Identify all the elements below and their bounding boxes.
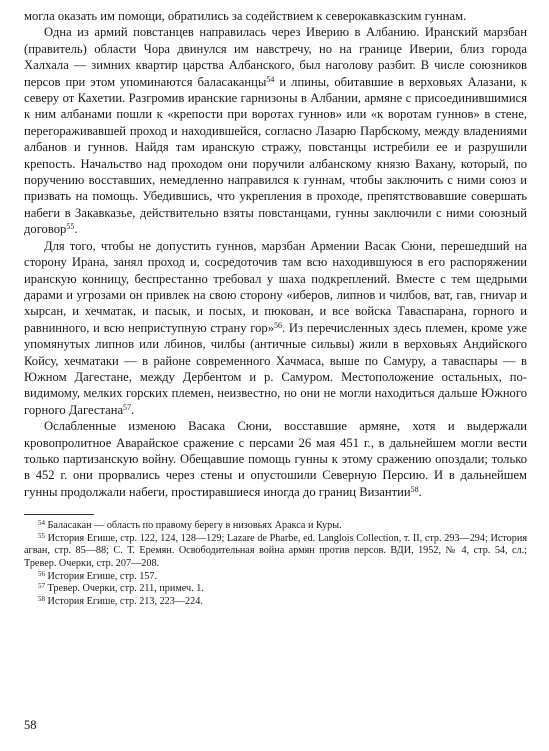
footnote-divider: [24, 514, 94, 515]
page-number: 58: [24, 718, 37, 732]
footnote: $^{54}$ Баласакан — область по правому берегу в низовьях Аракса и Куры.: [38, 519, 342, 532]
paragraph: Для того, чтобы не допустить гуннов, марзбан Армении Васак Сюни, перешедший на сторону Ирана, занял проход и, сосредоточив там всю находившуюся в его распоряжении иранскую конницу, беспрестанно требовал у шаха подкреплений. Вместе с тем щедрыми дарами и угрозами он привлек на свою сторону «иберов, липнов и чилбов, ват, гав, гниvар и хырсан, и хечматак, и пасык, и посых, и пюкован, и все войска Таваспарана, горного и равнинного, и всю неприступную страну гор»$^{56}$. Из перечисленных здесь племен, кроме уже упомянутых липнов или лбинов, чилбы (античные сильвы) жили в верховьях Андийского Койсу, хечматаки — в районе современного Хачмаса, выше по Самуру, а таваспары — в Южном Дагестане, между Дербентом и р. Самуром. Местоположение остальных, по-видимому, мелких горских племен, неизвестно, но они не могли находиться дальше Южного горного Дагестана$^{57}$.: [24, 238, 527, 417]
paragraph: Ослабленные изменою Васака Сюни, восставшие армяне, хотя и выдержали кровопролитное Аварайское сражение с персами 26 мая 451 г., в дальнейшем могли вести только партизанскую войну. Обещавшие помощь гунны к этому сражению опоздали; только в 452 г. они прорвались через стены и опустошили Северную Персию. И в дальнейшем гунны продолжали набеги, простиравшиеся иногда до границ Византии$^{58}$.: [24, 419, 527, 499]
main-text: [24, 8, 527, 500]
footnotes: [24, 520, 527, 608]
footnote: $^{55}$ История Егише, стр. 122, 124, 128—129; Lazare de Pharbe, ed. Langlois Collection, т. II, стр. 293—294; История агван, стр. 85—88; С. Т. Еремян. Освободительная война армян против персов. ВДИ, 1952, № 4, стр. 54, сл.; Тревер. Очерки, стр. 207—208.: [24, 531, 528, 569]
footnote-ref: 56: [274, 320, 283, 330]
footnote-ref: 57: [123, 402, 132, 412]
footnote-ref: 55: [66, 222, 75, 232]
footnote: $^{56}$ История Егише, стр. 157.: [38, 569, 158, 582]
footnote: $^{57}$ Тревер. Очерки, стр. 211, примеч. 1.: [38, 582, 204, 595]
footnote-ref: 54: [266, 74, 275, 84]
paragraph: Одна из армий повстанцев направилась через Иверию в Албанию. Иранский марзбан (правитель) области Чора двинулся им навстречу, но на границе Иверии, близ города Халхала — зимних квартир царства Албанского, был наголову разбит. В числе союзников персов при этом упоминаются баласаканцы$^{54}$ и лпины, обитавшие в верховьях Алазани, к северу от Кахетии. Разгромив иранские гарнизоны в Албании, армяне с присоединившимися к ним албанами пошли к «крепости при воротах гуннов» или «к воротам гуннов» в стене, перегораживавшей проход и находившейся, согласно Лазарю Парбскому, между владениями албанов и гуннов. Найдя там иранскую стражу, повстанцы истребили ее и разрушили крепость. Начальство над проходом они поручили албанскому князю Вахану, который, по поручению восставших, немедленно направился к гуннам, чтобы заключить с ними союз и призвать на помощь. Убедившись, что укрепления в проходе, препятствовавшие совершать набеги в Закавказье, действительно взяты повстанцами, гунны заключили с ними союзный договор$^{55}$.: [24, 25, 527, 237]
paragraph: могла оказать им помощи, обратились за содействием к северокавказским гуннам.: [24, 9, 467, 23]
footnote-ref: 58: [410, 484, 419, 494]
footnote: $^{58}$ История Егише, стр. 213, 223—224.: [38, 594, 203, 607]
